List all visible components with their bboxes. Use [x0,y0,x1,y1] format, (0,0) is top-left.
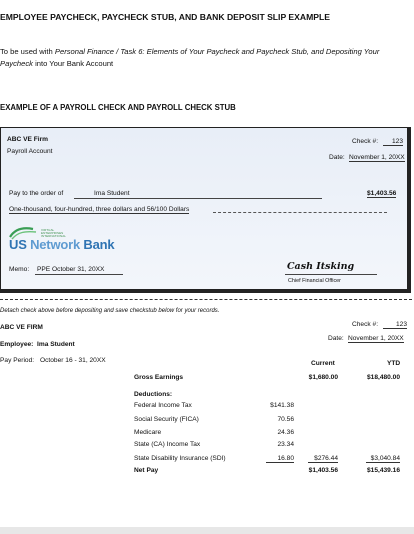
subtitle-prefix: To be used with [0,47,53,56]
gross-ytd: $18,480.00 [366,374,400,381]
subtitle-suffix: into Your Bank Account [35,59,114,68]
bank-tagline-line-2: ENTERPRISES [41,231,64,235]
detach-note: Detach check above before depositing and save checkstub below for your records. [0,308,220,314]
deduction-amount: 24.36 [277,429,294,436]
bank-name-us: US [9,237,27,252]
deduction-label: State (CA) Income Tax [134,441,201,448]
document-subtitle [0,46,410,70]
check-amount: $1,403.56 [367,190,397,197]
deduction-label: Medicare [134,429,162,436]
section-heading: EXAMPLE OF A PAYROLL CHECK AND PAYROLL CHECK STUB [0,103,236,112]
check-date: November 1, 20XX [349,154,405,161]
stub-check-number: 123 [383,321,407,329]
deduction-amount: 70.56 [277,416,294,423]
bank-tagline-line-3: INTERNATIONAL [41,234,67,238]
deduction-label: Federal Income Tax [134,402,192,409]
check-memo: PPE October 31, 20XX [37,266,105,273]
check-firm: ABC VE Firm [7,136,49,143]
col-ytd: YTD [387,360,401,367]
stub-period: October 16 - 31, 20XX [40,357,106,364]
document-title: EMPLOYEE PAYCHECK, PAYCHECK STUB, AND BANK DEPOSIT SLIP EXAMPLE [0,12,330,22]
stub-check-number-label: Check #: [352,321,379,328]
deductions-total-ytd: $3,040.84 [366,455,400,463]
deduction-label: Social Security (FICA) [134,416,199,423]
signature: Cash Itsking [287,261,355,272]
deduction-label: State Disability Insurance (SDI) [134,455,226,462]
stub-date: November 1, 20XX [348,335,404,342]
stub-firm: ABC VE FIRM [0,324,43,331]
amount-in-words: One-thousand, four-hundred, three dollars and 56/100 Dollars [9,206,190,213]
page-bottom-edge [0,527,414,534]
gross-current: $1,680.00 [308,374,338,381]
col-current: Current [311,360,335,367]
net-pay-ytd: $15,439.16 [366,467,400,474]
memo-label: Memo: [9,266,30,273]
bank-tagline-line-1: VIRTUAL [41,228,55,232]
gross-label: Gross Earnings [134,374,184,381]
deductions-label: Deductions: [134,391,173,398]
payroll-check [0,127,411,293]
check-payee: Ima Student [94,190,130,197]
deduction-amount: 23.34 [277,441,294,448]
net-pay-current: $1,403.56 [308,467,338,474]
check-account: Payroll Account [7,148,53,155]
check-number: 123 [383,138,403,146]
stub-employee-label: Employee: [0,341,34,348]
bank-name-bank: Bank [83,237,115,252]
subtitle-italic: Personal Finance / Task 6: Elements of Your Paycheck and Paycheck Stub, and Depositing Your Paycheck [0,47,380,68]
deduction-amount: $141.38 [270,402,294,409]
payto-label: Pay to the order of [9,190,64,197]
stub-period-label: Pay Period: [0,357,35,364]
net-pay-label: Net Pay [134,467,159,474]
detach-line [0,299,412,300]
check-date-label: Date: [329,154,345,161]
stub-date-label: Date: [328,335,344,342]
stub-employee: Ima Student [37,341,75,348]
signer-title: Chief Financial Officer [288,278,341,284]
check-number-label: Check #: [352,138,379,145]
deductions-total-current: $276.44 [308,455,338,463]
bank-name-network: Network [30,237,80,252]
deduction-amount: 16.80 [266,455,294,463]
